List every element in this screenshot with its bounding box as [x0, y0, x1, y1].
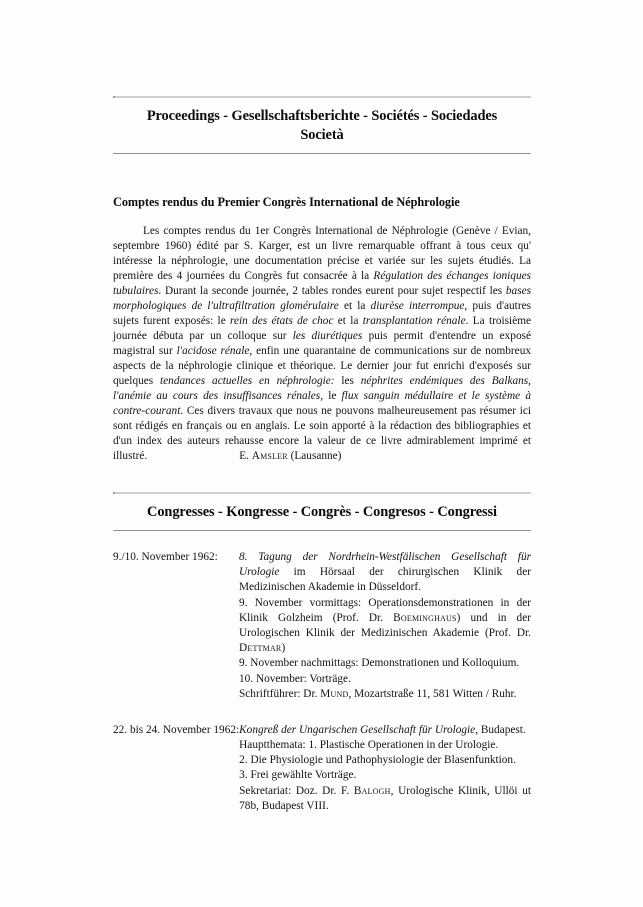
congress-entry-date: 22. bis 24. November 1962: [113, 723, 240, 736]
text-run: Hauptthemata: 1. Plastische Operationen in der Urologie. [239, 739, 499, 752]
text-run: . Ces divers travaux que nous ne pouvons malheureusement pas résumer ici sont rédigés en français ou en anglais. Le soin apporté à la rédaction des bibliographies et d'un index des auteurs rehausse encore la valeur de ce livre admirablement imprimé et illustré. [113, 404, 531, 462]
congress-entry-date: 9./10. November 1962: [113, 551, 218, 563]
text-run: , Urologische Klinik, Ullöi ut 78b, Budapest VIII. [239, 784, 531, 812]
italic-run: néphrites endémiques des Balkans, l'anémie au cours des insuffisances rénales, [113, 374, 531, 402]
italic-run: rein des états de choc [230, 314, 334, 327]
italic-run: Régulation des échanges ioniques tubulaires [113, 269, 531, 297]
text-run: Schriftführer: Dr. [239, 687, 321, 700]
italic-run: l'acidose rénale [176, 344, 250, 357]
text-run: puis permit d'entendre un exposé magistral sur [113, 329, 531, 357]
text-run: et la [338, 299, 371, 312]
text-run: le [323, 389, 342, 402]
text-run: 9. November vormittags: Operationsdemonstrationen in der Klinik Golzheim (Prof. Dr. [239, 596, 531, 624]
congress-entry-body [239, 723, 531, 814]
smallcaps-name: Mund [320, 687, 349, 700]
text-run: 10. November: Vorträge. [239, 672, 351, 685]
italic-run: flux sanguin médullaire et le système à contre-courant [113, 389, 531, 417]
proceedings-banner [113, 96, 531, 154]
text-run: et la [333, 314, 363, 327]
smallcaps-name: Dettmar [239, 642, 282, 655]
italic-run: Kongreß der Ungarischen Gesellschaft für Urologie [239, 723, 476, 736]
text-run: Les comptes rendus du 1er Congrès International de Néphrologie (Genève / Evian, septembre 1960) édité par S. Karger, est un livre remarquable offrant à tous ceux qu' intéresse la néphrologie, une documentation précise et variée sur les sujets étudiés. La première des 4 journées du Congrès fut consacrée à la [113, 225, 531, 282]
text-run: im Hörsaal der chirurgischen Klinik der Medizinischen Akademie in Düsseldorf. [239, 566, 531, 594]
text-run: 9. November nachmittags: Demonstrationen und Kolloquium. [239, 657, 520, 670]
italic-run: bases morphologiques de l'ultrafiltration glomérulaire [113, 284, 531, 312]
italic-run: les diurétiques [292, 329, 363, 342]
text-run: , Budapest. [475, 723, 526, 736]
congress-entry [113, 723, 531, 814]
signature-place: (Lausanne) [287, 449, 342, 462]
banner-rule-bottom [113, 153, 531, 154]
review-title: Comptes rendus du Premier Congrès International de Néphrologie [113, 195, 460, 209]
text-run: , Mozartstraße 11, 581 Witten / Ruhr. [348, 687, 517, 700]
text-run: . Durant la seconde journée, 2 tables rondes eurent pour sujet respectif les [158, 284, 506, 297]
proceedings-banner-heading [113, 98, 531, 153]
review-section [113, 155, 531, 464]
congress-entry [113, 550, 531, 702]
text-run: Sekretariat: Doz. Dr. F. [239, 784, 354, 797]
signature-name: Amsler [251, 449, 288, 462]
italic-run: diurèse interrompue [370, 299, 465, 312]
text-run: 3. Frei gewählte Vorträge. [239, 769, 357, 782]
congress-list [113, 550, 531, 814]
proceedings-banner-line2: Società [300, 127, 344, 144]
signature-initial: E. [239, 449, 252, 462]
review-paragraph-text [113, 225, 531, 462]
congress-entry-body [239, 550, 531, 702]
italic-run: 8. Tagung der Nordrhein-Westfälischen Gesellschaft für Urologie [239, 551, 531, 579]
review-paragraph [113, 224, 531, 464]
text-run: , enfin une quarantaine de communications sur de nombreux aspects de la néphrologie clinique et théorique. Le dernier jour fut enrichi d'exposés sur quelques [113, 344, 531, 387]
review-signature [239, 449, 341, 464]
smallcaps-name: Boeminghaus [393, 611, 457, 624]
proceedings-banner-line1: Proceedings - Gesellschaftsberichte - Sociétés - Sociedades [146, 108, 498, 124]
congress-list-section [113, 524, 531, 835]
text-run: ) und in der Urologischen Klinik der Medizinischen Akademie (Prof. Dr. [239, 611, 531, 639]
congresses-banner-line1: Congresses - Kongresse - Congrès - Congresos - Congressi [147, 504, 497, 520]
smallcaps-name: Balogh [353, 784, 391, 797]
text-run: . La troisième journée débuta par un colloque sur [113, 314, 532, 342]
text-run: ) [281, 642, 286, 655]
text-run: les [334, 374, 361, 387]
italic-run: transplantation rénale [362, 314, 466, 327]
text-run: , puis d'autres sujets furent exposés: le [113, 299, 531, 327]
text-run: 2. Die Physiologie und Pathophysiologie der Blasenfunktion. [239, 754, 516, 767]
italic-run: tendances actuelles en néphrologie: [160, 374, 335, 387]
